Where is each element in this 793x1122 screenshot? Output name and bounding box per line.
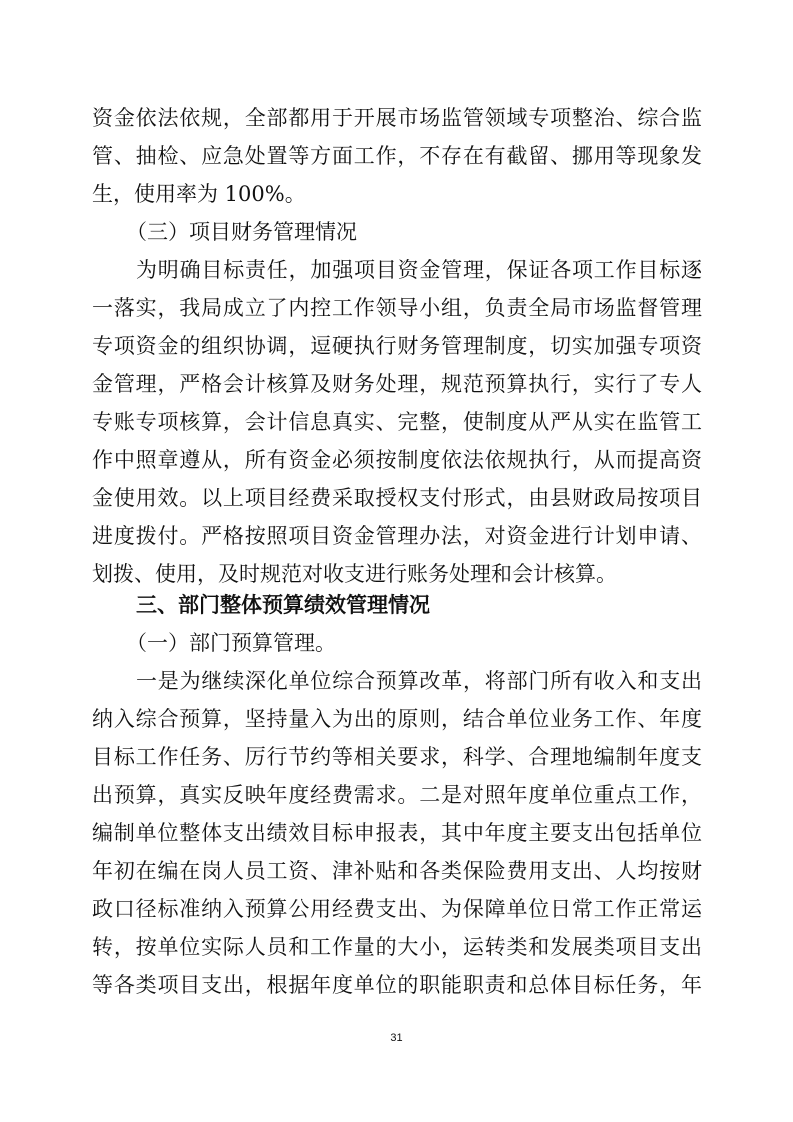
page-number: 31 (390, 1032, 403, 1044)
paragraph-line: 资金依法依规，全部都用于开展市场监管领域专项整治、综合监 (92, 106, 702, 130)
paragraph-line: 金管理，严格会计核算及财务处理，规范预算执行，实行了专人 (92, 372, 702, 396)
document-body-bottom (92, 586, 702, 1004)
section-title: 三、部门整体预算绩效管理情况 (136, 593, 430, 617)
paragraph-line: 管、抽检、应急处置等方面工作，不存在有截留、挪用等现象发 (92, 144, 702, 168)
paragraph-line: 编制单位整体支出绩效目标申报表，其中年度主要支出包括单位 (92, 821, 702, 845)
subsection-title: （一）部门预算管理。 (126, 631, 336, 655)
paragraph-line: 生，使用率为 100%。 (92, 182, 306, 206)
document-body-top (92, 99, 702, 593)
paragraph-line: 为明确目标责任，加强项目资金管理，保证各项工作目标逐 (136, 258, 702, 282)
paragraph-line: 政口径标准纳入预算公用经费支出、为保障单位日常工作正常运 (92, 897, 702, 921)
paragraph-line: 等各类项目支出，根据年度单位的职能职责和总体目标任务，年 (92, 973, 702, 997)
paragraph-line: 一是为继续深化单位综合预算改革，将部门所有收入和支出 (136, 669, 702, 693)
paragraph-line: 进度拨付。严格按照项目资金管理办法，对资金进行计划申请、 (92, 524, 702, 548)
paragraph-line: 作中照章遵从，所有资金必须按制度依法依规执行，从而提高资 (92, 448, 702, 472)
paragraph-line: 年初在编在岗人员工资、津补贴和各类保险费用支出、人均按财 (92, 859, 702, 883)
paragraph-line: 划拨、使用，及时规范对收支进行账务处理和会计核算。 (92, 562, 617, 586)
paragraph-line: 专项资金的组织协调，逗硬执行财务管理制度，切实加强专项资 (92, 334, 702, 358)
paragraph-line: 一落实，我局成立了内控工作领导小组，负责全局市场监督管理 (92, 296, 702, 320)
paragraph-line: 转，按单位实际人员和工作量的大小，运转类和发展类项目支出 (92, 935, 702, 959)
paragraph-line: 目标工作任务、厉行节约等相关要求，科学、合理地编制年度支 (92, 745, 702, 769)
heading-project-finance: （三）项目财务管理情况 (126, 220, 357, 244)
paragraph-line: 出预算，真实反映年度经费需求。二是对照年度单位重点工作， (92, 783, 702, 807)
paragraph-line: 专账专项核算，会计信息真实、完整，使制度从严从实在监管工 (92, 410, 702, 434)
paragraph-line: 纳入综合预算，坚持量入为出的原则，结合单位业务工作、年度 (92, 707, 702, 731)
paragraph-line: 金使用效。以上项目经费采取授权支付形式，由县财政局按项目 (92, 486, 702, 510)
